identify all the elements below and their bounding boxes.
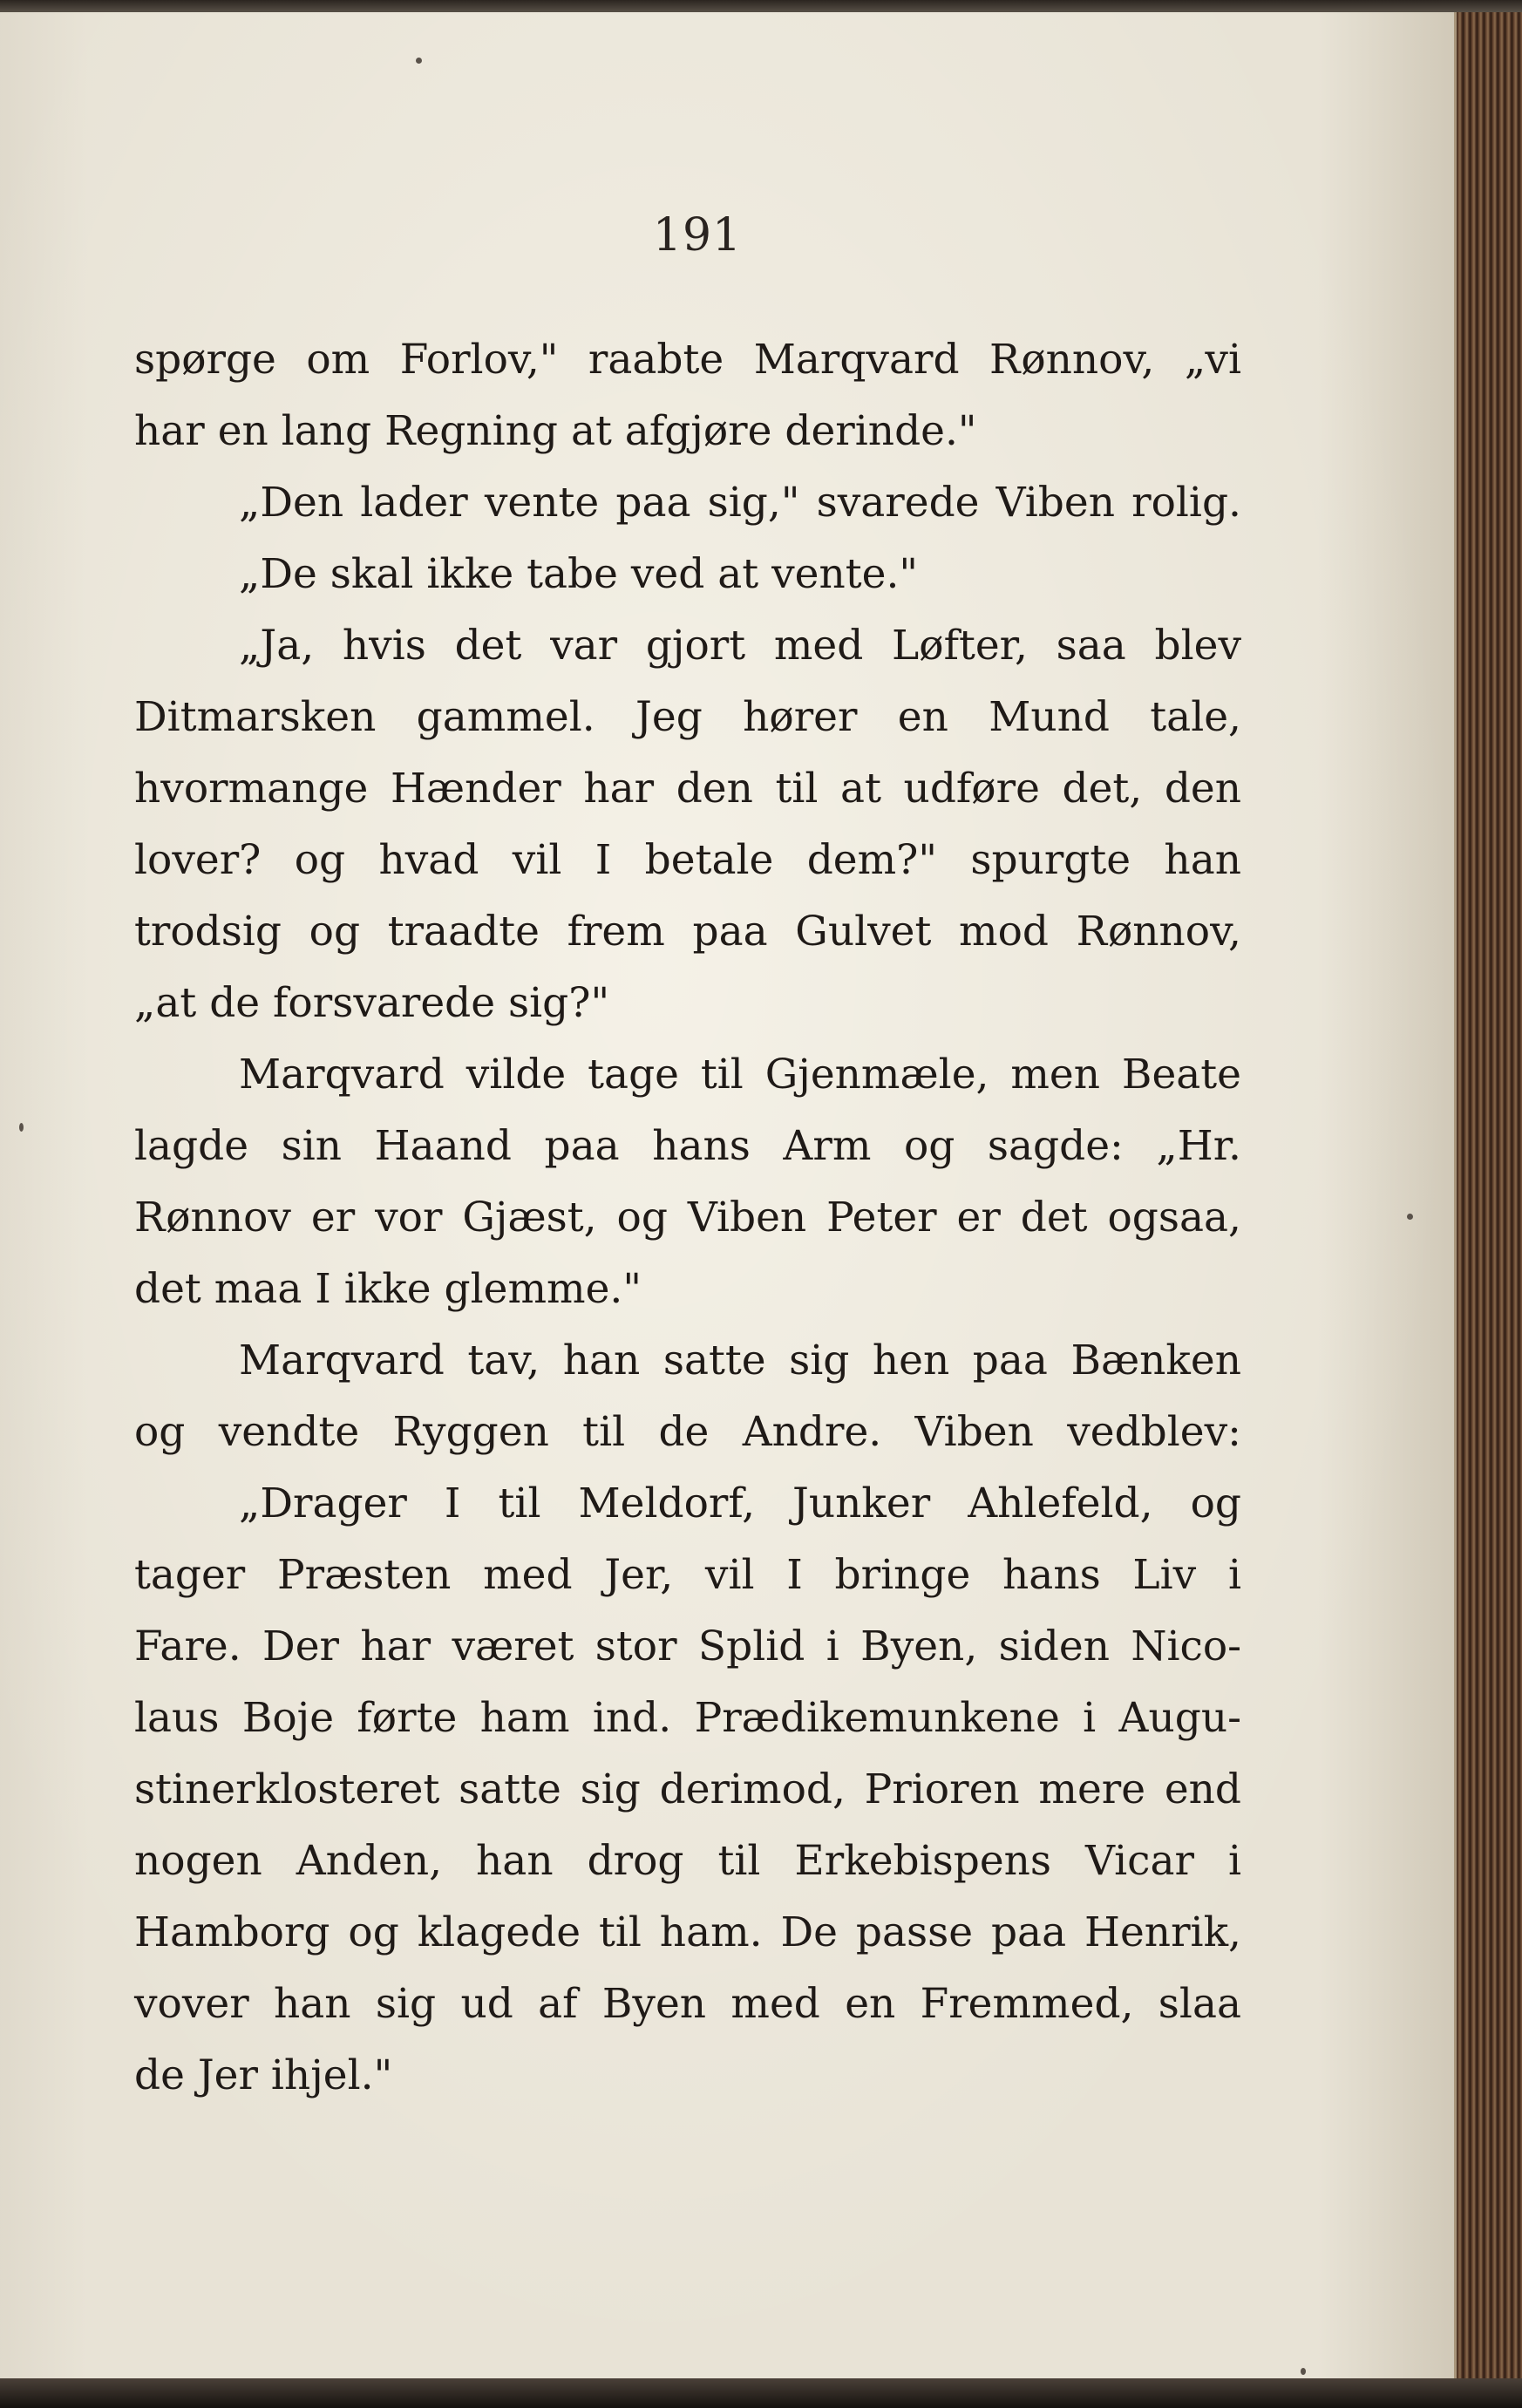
paper-speck <box>416 58 422 64</box>
text-line: „Drager I til Meldorf, Junker Ahlefeld, og <box>239 1479 1241 1527</box>
text-line: hvormange Hænder har den til at udføre det, den <box>134 765 1241 813</box>
text-line: lover? og hvad vil I betale dem?" spurgte han <box>134 836 1241 884</box>
text-line: vover han sig ud af Byen med en Fremmed, slaa <box>134 1980 1241 2028</box>
text-line: de Jer ihjel." <box>134 2051 393 2099</box>
book-binding <box>1454 12 1522 2384</box>
text-line: Marqvard tav, han satte sig hen paa Bænken <box>239 1337 1241 1384</box>
text-line: „at de forsvarede sig?" <box>134 979 610 1027</box>
page-number: 191 <box>652 209 743 262</box>
text-line: trodsig og traadte frem paa Gulvet mod Rønnov, <box>134 908 1241 956</box>
text-line: Marqvard vilde tage til Gjenmæle, men Beate <box>239 1051 1241 1099</box>
text-line: og vendte Ryggen til de Andre. Viben vedblev: <box>134 1408 1241 1456</box>
text-line: tager Præsten med Jer, vil I bringe hans Liv i <box>134 1551 1241 1599</box>
paper-speck <box>19 1123 24 1132</box>
text-line: „Den lader vente paa sig," svarede Viben rolig. <box>239 479 1241 527</box>
text-line: nogen Anden, han drog til Erkebispens Vicar i <box>134 1837 1241 1885</box>
paper-speck <box>1301 2368 1306 2375</box>
text-line: det maa I ikke glemme." <box>134 1265 642 1313</box>
text-line: stinerklosteret satte sig derimod, Prioren mere end <box>134 1765 1241 1813</box>
text-line: laus Boje førte ham ind. Prædikemunkene i Augu- <box>134 1694 1241 1742</box>
text-line: Rønnov er vor Gjæst, og Viben Peter er det ogsaa, <box>134 1194 1241 1241</box>
text-line: spørge om Forlov," raabte Marqvard Rønnov, „vi <box>134 336 1241 384</box>
text-line: lagde sin Haand paa hans Arm og sagde: „Hr. <box>134 1122 1241 1170</box>
text-line: „De skal ikke tabe ved at vente." <box>239 550 919 598</box>
paper-speck <box>1407 1214 1413 1220</box>
text-line: Ditmarsken gammel. Jeg hører en Mund tale, <box>134 693 1241 741</box>
book-bottom-edge <box>0 2378 1522 2408</box>
text-line: har en lang Regning at afgjøre derinde." <box>134 407 977 455</box>
text-line: Hamborg og klagede til ham. De passe paa Henrik, <box>134 1908 1241 1956</box>
text-line: „Ja, hvis det var gjort med Løfter, saa blev <box>239 622 1241 670</box>
body-text <box>134 324 1241 2112</box>
text-line: Fare. Der har været stor Splid i Byen, siden Nico- <box>134 1622 1241 1670</box>
